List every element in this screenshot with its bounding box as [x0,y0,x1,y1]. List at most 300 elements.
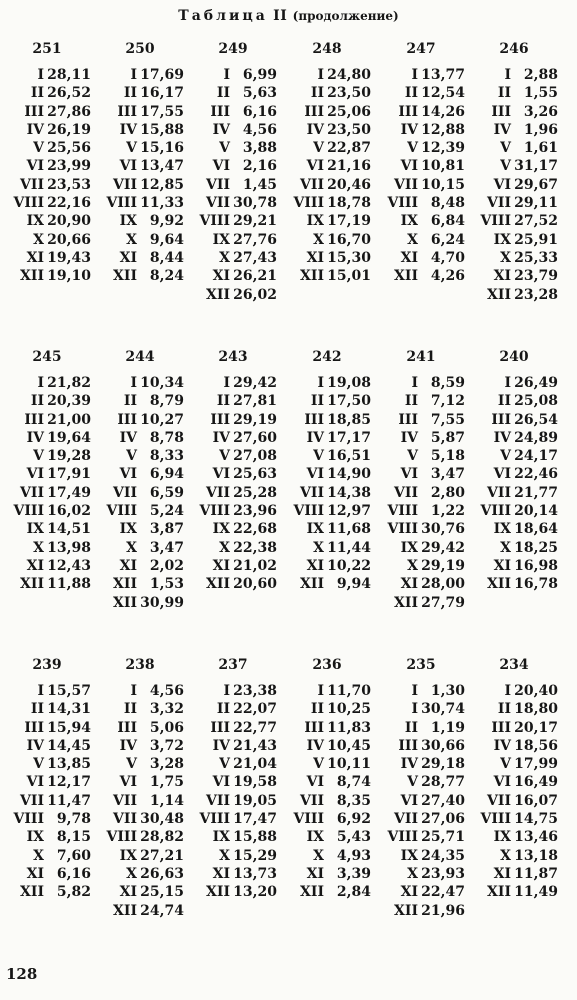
table-row [189,539,277,557]
page-title [0,8,577,24]
table-row [283,700,371,718]
day-value: 9,94 [336,576,371,593]
column-number: 248 [312,41,342,57]
month-numeral: I [317,67,324,83]
table-row [96,66,184,84]
table-row [470,157,558,175]
month-numeral: X [500,847,511,864]
table-row [3,539,91,557]
month-numeral: IV [119,121,137,138]
table-row [189,231,277,249]
day-value: 5,18 [430,448,465,465]
month-numeral: I [223,683,230,699]
table-row [470,828,558,846]
day-value: 20,40 [514,683,558,699]
table-row [470,176,558,194]
day-value: 13,98 [47,539,91,556]
table-column [470,656,558,902]
day-value: 4,93 [336,847,371,864]
table-row [470,810,558,828]
day-value: 11,47 [47,792,91,809]
table-row [377,773,465,791]
month-numeral: III [210,411,230,428]
day-value: 23,79 [514,268,558,285]
day-value: 12,88 [421,121,465,138]
month-numeral: VII [394,484,418,501]
table-row [96,883,184,901]
day-value: 19,05 [233,792,277,809]
month-numeral: IV [119,429,137,446]
month-numeral: VI [493,466,511,483]
day-value: 22,16 [47,195,91,212]
day-value: 10,45 [327,737,371,754]
table-row [96,557,184,575]
day-value: 21,04 [233,756,277,773]
table-row [377,810,465,828]
month-numeral: X [407,865,418,882]
table-row [283,176,371,194]
day-value: 1,14 [149,792,184,809]
day-value: 13,46 [514,829,558,846]
day-value: 29,21 [233,213,277,230]
day-value: 20,39 [47,393,91,410]
table-row [283,103,371,121]
table-row [3,194,91,212]
month-numeral: IV [306,737,324,754]
month-numeral: II [216,701,230,718]
day-value: 27,06 [421,811,465,828]
month-numeral: XI [212,557,230,574]
table-row [377,374,465,392]
table-row [377,176,465,194]
column-number: 250 [125,41,155,57]
month-numeral: XII [487,286,511,303]
month-numeral: X [313,539,324,556]
month-numeral: VIII [387,195,418,212]
month-numeral: XI [212,865,230,882]
table-row [189,484,277,502]
table-row [470,865,558,883]
table-column [377,40,465,286]
table-row [283,84,371,102]
day-value: 3,28 [149,756,184,773]
day-value: 17,19 [327,213,371,230]
month-numeral: III [117,719,137,736]
day-value: 17,99 [514,756,558,773]
table-row [189,465,277,483]
day-value: 14,90 [327,466,371,483]
table-row [3,737,91,755]
month-numeral: IX [493,829,511,846]
table-row [189,157,277,175]
month-numeral: XI [493,268,511,285]
day-value: 14,51 [47,521,91,538]
month-numeral: VII [394,811,418,828]
table-row [377,121,465,139]
day-value: 22,47 [421,884,465,901]
day-value: 3,26 [523,103,558,120]
day-value: 21,02 [233,557,277,574]
table-row [377,465,465,483]
month-numeral: VII [113,792,137,809]
month-numeral: VII [113,811,137,828]
day-value: 18,80 [514,701,558,718]
day-value: 8,78 [149,429,184,446]
table-row [470,700,558,718]
day-value: 13,73 [233,865,277,882]
table-row [470,737,558,755]
month-numeral: V [313,140,324,157]
table-row [3,883,91,901]
day-value: 4,26 [430,268,465,285]
table-column [377,656,465,920]
table-row [377,157,465,175]
day-value: 16,78 [514,576,558,593]
table-row [96,792,184,810]
day-value: 26,49 [514,375,558,391]
table-row [377,700,465,718]
day-value: 28,11 [47,67,91,83]
day-value: 16,70 [327,231,371,248]
day-value: 6,84 [430,213,465,230]
table-row [470,484,558,502]
day-value: 23,50 [327,121,371,138]
column-number: 235 [406,657,436,673]
day-value: 22,77 [233,719,277,736]
day-value: 19,58 [233,774,277,791]
day-value: 31,17 [514,158,558,175]
month-numeral: II [216,393,230,410]
month-numeral: X [126,231,137,248]
month-numeral: IX [26,829,44,846]
month-numeral: XI [306,249,324,266]
month-numeral: XI [493,865,511,882]
month-numeral: IX [306,521,324,538]
day-value: 15,57 [47,683,91,699]
day-value: 27,21 [140,847,184,864]
table-row [96,103,184,121]
table-row [96,447,184,465]
month-numeral: XI [400,576,418,593]
day-value: 27,76 [233,231,277,248]
day-value: 12,39 [421,140,465,157]
column-number: 240 [499,349,529,365]
day-value: 10,15 [421,176,465,193]
month-numeral: II [123,701,137,718]
day-value: 8,33 [149,448,184,465]
day-value: 3,72 [149,737,184,754]
month-numeral: I [411,701,418,718]
month-numeral: IV [212,121,230,138]
month-numeral: XI [493,557,511,574]
table-row [377,194,465,212]
table-row [470,411,558,429]
day-value: 1,19 [430,719,465,736]
table-row [377,594,465,612]
month-numeral: XII [487,576,511,593]
table-row [96,755,184,773]
month-numeral: X [407,231,418,248]
month-numeral: V [33,140,44,157]
table-row [3,267,91,285]
table-row [283,121,371,139]
day-value: 16,51 [327,448,371,465]
month-numeral: II [216,85,230,102]
month-numeral: V [126,140,137,157]
table-column [3,656,91,902]
table-row [470,682,558,700]
month-numeral: I [411,375,418,391]
day-value: 6,16 [242,103,277,120]
month-numeral: IV [26,737,44,754]
table-row [96,575,184,593]
day-value: 22,38 [233,539,277,556]
table-row [283,737,371,755]
table-row [377,429,465,447]
day-value: 16,07 [514,792,558,809]
month-numeral: X [500,249,511,266]
month-numeral: X [219,847,230,864]
day-value: 29,18 [421,756,465,773]
day-value: 17,17 [327,429,371,446]
table-row [96,502,184,520]
table-row [470,231,558,249]
table-row [283,267,371,285]
month-numeral: X [219,539,230,556]
table-row [377,539,465,557]
table-row [96,121,184,139]
day-value: 20,66 [47,231,91,248]
month-numeral: IX [212,521,230,538]
day-value: 6,59 [149,484,184,501]
month-numeral: VIII [199,213,230,230]
table-row [377,139,465,157]
month-numeral: VI [493,774,511,791]
table-row [470,103,558,121]
month-numeral: V [313,448,324,465]
month-numeral: VIII [293,195,324,212]
day-value: 16,02 [47,503,91,520]
month-numeral: I [317,683,324,699]
day-value: 20,17 [514,719,558,736]
month-numeral: XI [26,249,44,266]
day-value: 27,52 [514,213,558,230]
month-numeral: XI [306,557,324,574]
day-value: 20,14 [514,503,558,520]
month-numeral: VI [306,466,324,483]
day-value: 15,88 [233,829,277,846]
table-row [377,447,465,465]
month-numeral: IX [306,213,324,230]
day-value: 23,93 [421,865,465,882]
table-column [3,40,91,286]
table-row [189,755,277,773]
month-numeral: IV [119,737,137,754]
day-value: 3,47 [430,466,465,483]
day-value: 2,02 [149,557,184,574]
table-row [283,539,371,557]
month-numeral: V [33,756,44,773]
day-value: 30,76 [421,521,465,538]
table-column [96,656,184,920]
table-row [189,773,277,791]
table-row [96,810,184,828]
month-numeral: VI [306,774,324,791]
day-value: 6,92 [336,811,371,828]
day-value: 13,77 [421,67,465,83]
table-row [3,865,91,883]
month-numeral: V [219,756,230,773]
table-row [189,121,277,139]
table-row [189,374,277,392]
month-numeral: I [504,683,511,699]
table-column [377,348,465,612]
month-numeral: I [317,375,324,391]
day-value: 8,24 [149,268,184,285]
month-numeral: X [313,847,324,864]
table-row [96,176,184,194]
day-value: 6,16 [56,865,91,882]
table-row [470,84,558,102]
month-numeral: VIII [293,503,324,520]
month-numeral: IV [493,429,511,446]
table-row [283,883,371,901]
day-value: 26,02 [233,286,277,303]
month-numeral: X [219,249,230,266]
month-numeral: VI [400,792,418,809]
month-numeral: VII [300,792,324,809]
day-value: 23,50 [327,85,371,102]
day-value: 6,99 [242,67,277,83]
day-value: 19,10 [47,268,91,285]
day-value: 24,17 [514,448,558,465]
day-value: 25,08 [514,393,558,410]
month-numeral: V [219,140,230,157]
table-row [3,520,91,538]
day-value: 25,63 [233,466,277,483]
month-numeral: VI [400,466,418,483]
day-value: 21,43 [233,737,277,754]
day-value: 19,28 [47,448,91,465]
day-value: 1,55 [523,85,558,102]
table-column [3,348,91,594]
day-value: 18,56 [514,737,558,754]
table-row [3,465,91,483]
month-numeral: VIII [199,811,230,828]
month-numeral: VIII [106,829,137,846]
month-numeral: II [310,85,324,102]
day-value: 30,78 [233,195,277,212]
day-value: 28,82 [140,829,184,846]
table-row [3,773,91,791]
day-value: 26,54 [514,411,558,428]
day-value: 29,42 [233,375,277,391]
month-numeral: IX [119,521,137,538]
day-value: 11,70 [327,683,371,699]
day-value: 25,91 [514,231,558,248]
day-value: 17,69 [140,67,184,83]
month-numeral: I [411,67,418,83]
month-numeral: VIII [480,503,511,520]
table-row [377,865,465,883]
month-numeral: XII [113,576,137,593]
day-value: 1,61 [523,140,558,157]
table-row [377,847,465,865]
table-row [96,719,184,737]
table-row [470,267,558,285]
day-value: 26,21 [233,268,277,285]
month-numeral: III [304,103,324,120]
table-row [96,737,184,755]
month-numeral: X [407,557,418,574]
table-row [189,502,277,520]
table-row [96,429,184,447]
month-numeral: X [313,231,324,248]
table-row [470,465,558,483]
table-row [3,103,91,121]
column-number: 244 [125,349,155,365]
table-row [377,231,465,249]
day-value: 24,35 [421,847,465,864]
month-numeral: X [126,539,137,556]
month-numeral: V [407,140,418,157]
table-column [283,348,371,594]
day-value: 27,79 [421,594,465,611]
month-numeral: V [500,140,511,157]
month-numeral: I [37,67,44,83]
day-value: 12,97 [327,503,371,520]
day-value: 10,34 [140,375,184,391]
month-numeral: VII [206,195,230,212]
day-value: 29,11 [514,195,558,212]
month-numeral: IX [26,213,44,230]
table-row [96,374,184,392]
day-value: 6,24 [430,231,465,248]
month-numeral: IV [493,737,511,754]
month-numeral: XII [206,286,230,303]
column-number: 237 [218,657,248,673]
table-row [283,249,371,267]
day-value: 25,15 [140,884,184,901]
day-value: 21,00 [47,411,91,428]
month-numeral: XI [119,249,137,266]
table-row [470,520,558,538]
month-numeral: III [117,411,137,428]
month-numeral: VII [300,176,324,193]
table-row [189,392,277,410]
table-row [96,773,184,791]
day-value: 17,55 [140,103,184,120]
table-row [470,847,558,865]
month-numeral: IV [306,121,324,138]
day-value: 7,60 [56,847,91,864]
table-row [189,883,277,901]
table-row [189,682,277,700]
month-numeral: VIII [293,811,324,828]
month-numeral: I [223,67,230,83]
month-numeral: II [123,85,137,102]
day-value: 5,43 [336,829,371,846]
day-value: 2,84 [336,884,371,901]
title-note: (продолжение) [292,9,399,23]
day-value: 11,88 [47,576,91,593]
month-numeral: VII [487,484,511,501]
month-numeral: I [37,375,44,391]
day-value: 1,22 [430,503,465,520]
table-row [189,557,277,575]
day-value: 6,94 [149,466,184,483]
month-numeral: VII [206,484,230,501]
